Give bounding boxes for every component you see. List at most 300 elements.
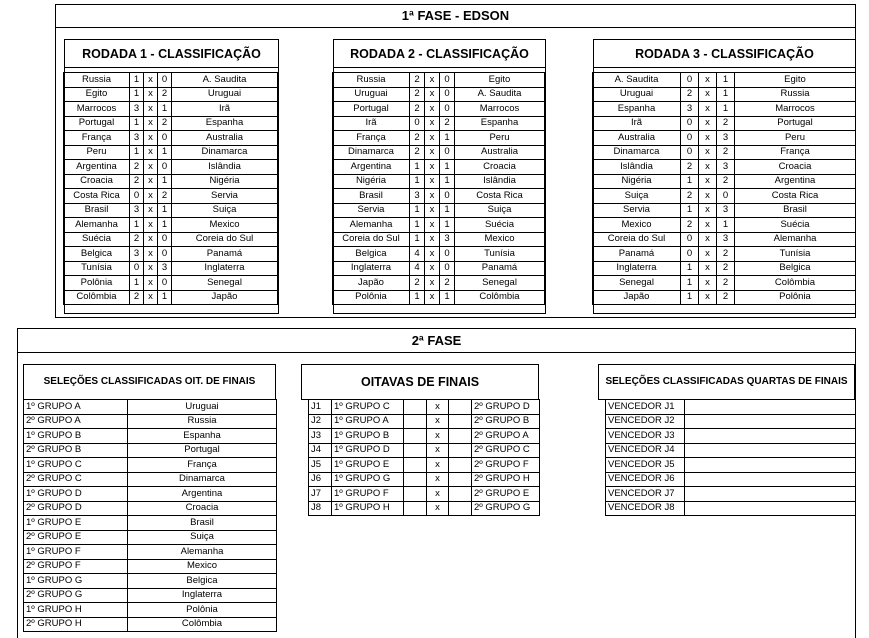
match-row-cell: Alemanha xyxy=(735,232,856,247)
match-row-cell: 0 xyxy=(681,247,699,262)
quartas-row-cell: VENCEDOR J8 xyxy=(606,501,685,516)
match-row-cell: 0 xyxy=(681,73,699,88)
match-row-cell: Peru xyxy=(455,131,545,146)
match-row-cell: x xyxy=(144,276,158,291)
match-row-cell: Espanha xyxy=(172,116,278,131)
match-row-cell: x xyxy=(699,218,717,233)
oitavas-row xyxy=(309,400,540,415)
classified-row-cell: Uruguai xyxy=(128,400,277,415)
match-row-cell: x xyxy=(425,189,440,204)
classified-row-cell: 2º GRUPO F xyxy=(24,559,128,574)
rodada2-title: RODADA 2 - CLASSIFICAÇÃO xyxy=(334,40,545,68)
match-row-cell: Russia xyxy=(333,73,410,88)
match-row xyxy=(64,102,278,117)
classified-row xyxy=(24,559,277,574)
match-row-cell: 2 xyxy=(410,87,425,102)
oitavas-row-cell: x xyxy=(427,501,449,516)
oitavas-row xyxy=(309,487,540,502)
oitavas-row-cell: 1º GRUPO H xyxy=(332,501,404,516)
classified-row-cell: 2º GRUPO D xyxy=(24,501,128,516)
match-row-cell: 2 xyxy=(681,218,699,233)
quartas-row-cell xyxy=(685,443,856,458)
oitavas-table xyxy=(308,399,540,516)
quartas-row xyxy=(606,501,856,516)
match-row-cell: Dinamarca xyxy=(172,145,278,160)
match-row-cell: Nigéria xyxy=(172,174,278,189)
classificadas-table xyxy=(23,399,277,632)
oitavas-row-cell: 2º GRUPO D xyxy=(472,400,540,415)
rodada2-table xyxy=(332,72,545,305)
match-row-cell: Marrocos xyxy=(735,102,856,117)
match-row-cell: x xyxy=(144,145,158,160)
match-row-cell: x xyxy=(425,87,440,102)
match-row-cell: 2 xyxy=(681,160,699,175)
match-row-cell: França xyxy=(735,145,856,160)
match-row-cell: x xyxy=(425,203,440,218)
classificadas-title: SELEÇÕES CLASSIFICADAS OIT. DE FINAIS xyxy=(43,376,256,387)
match-row-cell: 1 xyxy=(681,276,699,291)
match-row-cell: 2 xyxy=(717,247,735,262)
classified-row-cell: 2º GRUPO C xyxy=(24,472,128,487)
match-row xyxy=(333,174,545,189)
match-row-cell: 2 xyxy=(410,131,425,146)
classified-row-cell: Argentina xyxy=(128,487,277,502)
oitavas-row-cell xyxy=(404,443,427,458)
match-row-cell: 0 xyxy=(158,276,172,291)
match-row-cell: x xyxy=(425,131,440,146)
match-row-cell: Marrocos xyxy=(455,102,545,117)
oitavas-title: OITAVAS DE FINAIS xyxy=(360,375,480,389)
classified-row xyxy=(24,400,277,415)
oitavas-row-cell xyxy=(449,400,472,415)
match-row-cell: Belgica xyxy=(64,247,130,262)
oitavas-row-cell: 2º GRUPO G xyxy=(472,501,540,516)
match-row-cell: x xyxy=(144,102,158,117)
match-row-cell: Irã xyxy=(593,116,681,131)
match-row-cell: Portugal xyxy=(333,102,410,117)
match-row-cell: Coreia do Sul xyxy=(333,232,410,247)
match-row-cell: 3 xyxy=(717,203,735,218)
match-row-cell: 3 xyxy=(130,247,144,262)
classified-row xyxy=(24,443,277,458)
quartas-row xyxy=(606,472,856,487)
match-row-cell: Dinamarca xyxy=(593,145,681,160)
match-row-cell: Mexico xyxy=(593,218,681,233)
match-row-cell: x xyxy=(144,131,158,146)
match-row-cell: 3 xyxy=(130,203,144,218)
oitavas-row-cell: x xyxy=(427,400,449,415)
quartas-row-cell xyxy=(685,458,856,473)
match-row-cell: A. Saudita xyxy=(172,73,278,88)
match-row-cell: 1 xyxy=(410,290,425,305)
oitavas-row-cell xyxy=(404,400,427,415)
match-row-cell: Belgica xyxy=(333,247,410,262)
match-row xyxy=(593,218,856,233)
match-row xyxy=(64,189,278,204)
oitavas-panel xyxy=(301,364,539,400)
match-row xyxy=(64,131,278,146)
match-row-cell: 0 xyxy=(681,145,699,160)
match-row xyxy=(333,247,545,262)
match-row-cell: x xyxy=(425,174,440,189)
match-row-cell: Espanha xyxy=(455,116,545,131)
match-row-cell: Suiça xyxy=(455,203,545,218)
match-row-cell: x xyxy=(425,232,440,247)
match-row-cell: Inglaterra xyxy=(593,261,681,276)
match-row-cell: Japão xyxy=(333,276,410,291)
oitavas-row-cell: J2 xyxy=(309,414,332,429)
match-row-cell: Colômbia xyxy=(735,276,856,291)
match-row-cell: Australia xyxy=(593,131,681,146)
match-row-cell: 1 xyxy=(440,290,455,305)
oitavas-row-cell: 1º GRUPO G xyxy=(332,472,404,487)
match-row xyxy=(333,102,545,117)
match-row-cell: Dinamarca xyxy=(333,145,410,160)
classified-row xyxy=(24,429,277,444)
match-row-cell: Portugal xyxy=(735,116,856,131)
match-row-cell: 1 xyxy=(130,276,144,291)
quartas-row xyxy=(606,429,856,444)
match-row-cell: 1 xyxy=(681,290,699,305)
match-row-cell: 1 xyxy=(681,174,699,189)
match-row-cell: Servia xyxy=(593,203,681,218)
match-row-cell: Brasil xyxy=(333,189,410,204)
oitavas-row-cell: 1º GRUPO B xyxy=(332,429,404,444)
match-row-cell: Croacia xyxy=(735,160,856,175)
quartas-row-cell xyxy=(685,501,856,516)
match-row-cell: 1 xyxy=(158,203,172,218)
classified-row-cell: Portugal xyxy=(128,443,277,458)
match-row-cell: 2 xyxy=(130,290,144,305)
match-row-cell: x xyxy=(425,261,440,276)
match-row-cell: x xyxy=(699,247,717,262)
match-row-cell: França xyxy=(64,131,130,146)
classified-row-cell: 1º GRUPO C xyxy=(24,458,128,473)
match-row xyxy=(64,116,278,131)
match-row-cell: 1 xyxy=(717,73,735,88)
oitavas-row-cell xyxy=(404,414,427,429)
match-row-cell: Coreia do Sul xyxy=(593,232,681,247)
oitavas-row-cell: J7 xyxy=(309,487,332,502)
oitavas-row-cell: 2º GRUPO C xyxy=(472,443,540,458)
quartas-row xyxy=(606,400,856,415)
match-row-cell: 0 xyxy=(440,247,455,262)
match-row-cell: Islândia xyxy=(172,160,278,175)
match-row xyxy=(593,102,856,117)
oitavas-row-cell xyxy=(449,487,472,502)
match-row-cell: A. Saudita xyxy=(455,87,545,102)
match-row-cell: x xyxy=(144,290,158,305)
match-row-cell: 2 xyxy=(717,276,735,291)
match-row-cell: Egito xyxy=(735,73,856,88)
match-row-cell: 1 xyxy=(440,131,455,146)
classified-row-cell: 2º GRUPO H xyxy=(24,617,128,632)
quartas-panel xyxy=(598,364,855,400)
oitavas-row-cell: 2º GRUPO A xyxy=(472,429,540,444)
match-row-cell: Brasil xyxy=(64,203,130,218)
classified-row-cell: 2º GRUPO E xyxy=(24,530,128,545)
match-row-cell: x xyxy=(699,116,717,131)
match-row-cell: Alemanha xyxy=(64,218,130,233)
match-row xyxy=(64,145,278,160)
match-row-cell: 2 xyxy=(681,87,699,102)
quartas-row-cell xyxy=(685,472,856,487)
match-row xyxy=(593,116,856,131)
match-row-cell: Nigéria xyxy=(593,174,681,189)
match-row-cell: 0 xyxy=(158,247,172,262)
match-row-cell: 3 xyxy=(158,261,172,276)
quartas-row-cell: VENCEDOR J4 xyxy=(606,443,685,458)
match-row xyxy=(333,290,545,305)
match-row-cell: 1 xyxy=(440,218,455,233)
match-row-cell: Suécia xyxy=(455,218,545,233)
match-row xyxy=(333,232,545,247)
match-row-cell: 0 xyxy=(130,261,144,276)
match-row-cell: 2 xyxy=(158,116,172,131)
match-row-cell: 1 xyxy=(130,87,144,102)
quartas-row-cell: VENCEDOR J3 xyxy=(606,429,685,444)
match-row xyxy=(64,73,278,88)
match-row-cell: 1 xyxy=(440,174,455,189)
oitavas-row-cell: J6 xyxy=(309,472,332,487)
classified-row-cell: Suiça xyxy=(128,530,277,545)
match-row-cell: França xyxy=(333,131,410,146)
match-row-cell: Japão xyxy=(172,290,278,305)
match-row-cell: Mexico xyxy=(172,218,278,233)
match-row-cell: Peru xyxy=(64,145,130,160)
match-row-cell: 0 xyxy=(717,189,735,204)
classified-row-cell: Mexico xyxy=(128,559,277,574)
oitavas-row-cell: x xyxy=(427,458,449,473)
match-row-cell: Australia xyxy=(455,145,545,160)
classified-row-cell: Espanha xyxy=(128,429,277,444)
match-row-cell: 0 xyxy=(158,232,172,247)
match-row xyxy=(333,87,545,102)
oitavas-row xyxy=(309,414,540,429)
match-row-cell: 0 xyxy=(440,73,455,88)
match-row-cell: Suécia xyxy=(735,218,856,233)
match-row xyxy=(64,247,278,262)
oitavas-row-cell: x xyxy=(427,443,449,458)
match-row-cell: Russia xyxy=(735,87,856,102)
quartas-row xyxy=(606,487,856,502)
match-row-cell: x xyxy=(144,218,158,233)
classified-row-cell: Croacia xyxy=(128,501,277,516)
match-row-cell: 0 xyxy=(158,160,172,175)
match-row xyxy=(333,276,545,291)
classified-row xyxy=(24,501,277,516)
match-row-cell: Marrocos xyxy=(64,102,130,117)
classified-row xyxy=(24,458,277,473)
match-row-cell: Irã xyxy=(172,102,278,117)
match-row-cell: Servia xyxy=(172,189,278,204)
match-row-cell: 1 xyxy=(410,218,425,233)
match-row-cell: 3 xyxy=(440,232,455,247)
match-row-cell: Uruguai xyxy=(333,87,410,102)
classified-row xyxy=(24,617,277,632)
match-row-cell: Tunísia xyxy=(735,247,856,262)
rodada3-table xyxy=(592,72,856,305)
rodada1-table xyxy=(63,72,278,305)
match-row-cell: x xyxy=(699,261,717,276)
match-row-cell: Mexico xyxy=(455,232,545,247)
match-row-cell: 1 xyxy=(158,102,172,117)
classified-row-cell: 2º GRUPO G xyxy=(24,588,128,603)
match-row-cell: Panamá xyxy=(172,247,278,262)
match-row-cell: Egito xyxy=(455,73,545,88)
match-row-cell: 0 xyxy=(440,189,455,204)
match-row-cell: Suiça xyxy=(593,189,681,204)
oitavas-row-cell xyxy=(404,458,427,473)
match-row-cell: 0 xyxy=(410,116,425,131)
match-row-cell: 2 xyxy=(410,145,425,160)
match-row-cell: 3 xyxy=(681,102,699,117)
oitavas-row-cell: J1 xyxy=(309,400,332,415)
match-row-cell: 2 xyxy=(158,189,172,204)
match-row-cell: Argentina xyxy=(64,160,130,175)
match-row-cell: Argentina xyxy=(735,174,856,189)
match-row-cell: 0 xyxy=(440,87,455,102)
match-row-cell: 0 xyxy=(440,261,455,276)
match-row-cell: 1 xyxy=(158,145,172,160)
match-row-cell: 3 xyxy=(410,189,425,204)
match-row-cell: Suécia xyxy=(64,232,130,247)
oitavas-row-cell xyxy=(449,501,472,516)
match-row-cell: 0 xyxy=(158,131,172,146)
oitavas-row-cell xyxy=(449,443,472,458)
classified-row-cell: 1º GRUPO A xyxy=(24,400,128,415)
match-row-cell: x xyxy=(144,247,158,262)
match-row xyxy=(333,261,545,276)
classificadas-panel xyxy=(23,364,276,400)
classified-row xyxy=(24,588,277,603)
match-row-cell: 2 xyxy=(158,87,172,102)
match-row-cell: x xyxy=(425,247,440,262)
match-row-cell: Panamá xyxy=(455,261,545,276)
quartas-row xyxy=(606,414,856,429)
match-row-cell: 1 xyxy=(130,145,144,160)
match-row-cell: Servia xyxy=(333,203,410,218)
quartas-table xyxy=(605,399,856,516)
quartas-row-cell xyxy=(685,414,856,429)
oitavas-row xyxy=(309,429,540,444)
match-row-cell: 1 xyxy=(717,102,735,117)
classified-row-cell: 1º GRUPO D xyxy=(24,487,128,502)
match-row-cell: x xyxy=(144,189,158,204)
match-row-cell: 1 xyxy=(130,73,144,88)
match-row-cell: 1 xyxy=(158,174,172,189)
classified-row-cell: Russia xyxy=(128,414,277,429)
match-row-cell: x xyxy=(144,174,158,189)
oitavas-row-cell: 2º GRUPO H xyxy=(472,472,540,487)
match-row-cell: x xyxy=(144,87,158,102)
match-row-cell: x xyxy=(699,189,717,204)
oitavas-row-cell xyxy=(404,501,427,516)
oitavas-row xyxy=(309,458,540,473)
oitavas-row-cell xyxy=(404,487,427,502)
oitavas-row-cell: 2º GRUPO B xyxy=(472,414,540,429)
match-row-cell: 1 xyxy=(158,218,172,233)
classified-row-cell: 2º GRUPO A xyxy=(24,414,128,429)
match-row-cell: 2 xyxy=(410,102,425,117)
match-row xyxy=(593,189,856,204)
classified-row xyxy=(24,414,277,429)
match-row xyxy=(64,232,278,247)
match-row xyxy=(593,145,856,160)
match-row-cell: 3 xyxy=(717,160,735,175)
match-row-cell: Polônia xyxy=(735,290,856,305)
match-row xyxy=(64,290,278,305)
classified-row-cell: Polônia xyxy=(128,603,277,618)
match-row xyxy=(64,218,278,233)
match-row-cell: Colômbia xyxy=(455,290,545,305)
classified-row-cell: 1º GRUPO H xyxy=(24,603,128,618)
classified-row-cell: Belgica xyxy=(128,574,277,589)
oitavas-row xyxy=(309,443,540,458)
classified-row-cell: 2º GRUPO B xyxy=(24,443,128,458)
match-row-cell: x xyxy=(699,174,717,189)
match-row xyxy=(593,160,856,175)
classified-row-cell: 1º GRUPO F xyxy=(24,545,128,560)
match-row-cell: x xyxy=(699,203,717,218)
match-row-cell: 1 xyxy=(410,174,425,189)
match-row-cell: x xyxy=(699,102,717,117)
match-row xyxy=(333,160,545,175)
match-row-cell: Croacia xyxy=(64,174,130,189)
match-row-cell: x xyxy=(699,131,717,146)
match-row-cell: 1 xyxy=(410,160,425,175)
match-row-cell: 2 xyxy=(717,145,735,160)
match-row-cell: Polônia xyxy=(333,290,410,305)
match-row-cell: x xyxy=(144,116,158,131)
match-row xyxy=(333,73,545,88)
oitavas-row-cell: x xyxy=(427,487,449,502)
classified-row xyxy=(24,545,277,560)
match-row xyxy=(333,131,545,146)
match-row-cell: Peru xyxy=(735,131,856,146)
match-row xyxy=(64,174,278,189)
match-row-cell: x xyxy=(425,116,440,131)
match-row-cell: Costa Rica xyxy=(735,189,856,204)
match-row-cell: Alemanha xyxy=(333,218,410,233)
match-row xyxy=(64,160,278,175)
match-row-cell: x xyxy=(699,73,717,88)
match-row-cell: Nigéria xyxy=(333,174,410,189)
match-row-cell: 0 xyxy=(158,73,172,88)
match-row-cell: 1 xyxy=(440,203,455,218)
rodada3-title: RODADA 3 - CLASSIFICAÇÃO xyxy=(594,40,855,68)
match-row-cell: 1 xyxy=(717,87,735,102)
match-row-cell: Senegal xyxy=(593,276,681,291)
oitavas-row xyxy=(309,472,540,487)
match-row-cell: 0 xyxy=(440,102,455,117)
oitavas-row-cell: J5 xyxy=(309,458,332,473)
match-row xyxy=(64,276,278,291)
quartas-row-cell xyxy=(685,400,856,415)
match-row-cell: 2 xyxy=(410,73,425,88)
match-row-cell: 0 xyxy=(681,232,699,247)
match-row-cell: Espanha xyxy=(593,102,681,117)
classified-row xyxy=(24,487,277,502)
oitavas-row-cell: 2º GRUPO F xyxy=(472,458,540,473)
oitavas-row-cell: J3 xyxy=(309,429,332,444)
match-row-cell: 1 xyxy=(130,218,144,233)
oitavas-row-cell xyxy=(449,429,472,444)
oitavas-row-cell: x xyxy=(427,414,449,429)
match-row-cell: 3 xyxy=(130,131,144,146)
oitavas-row-cell xyxy=(449,472,472,487)
match-row-cell: Belgica xyxy=(735,261,856,276)
